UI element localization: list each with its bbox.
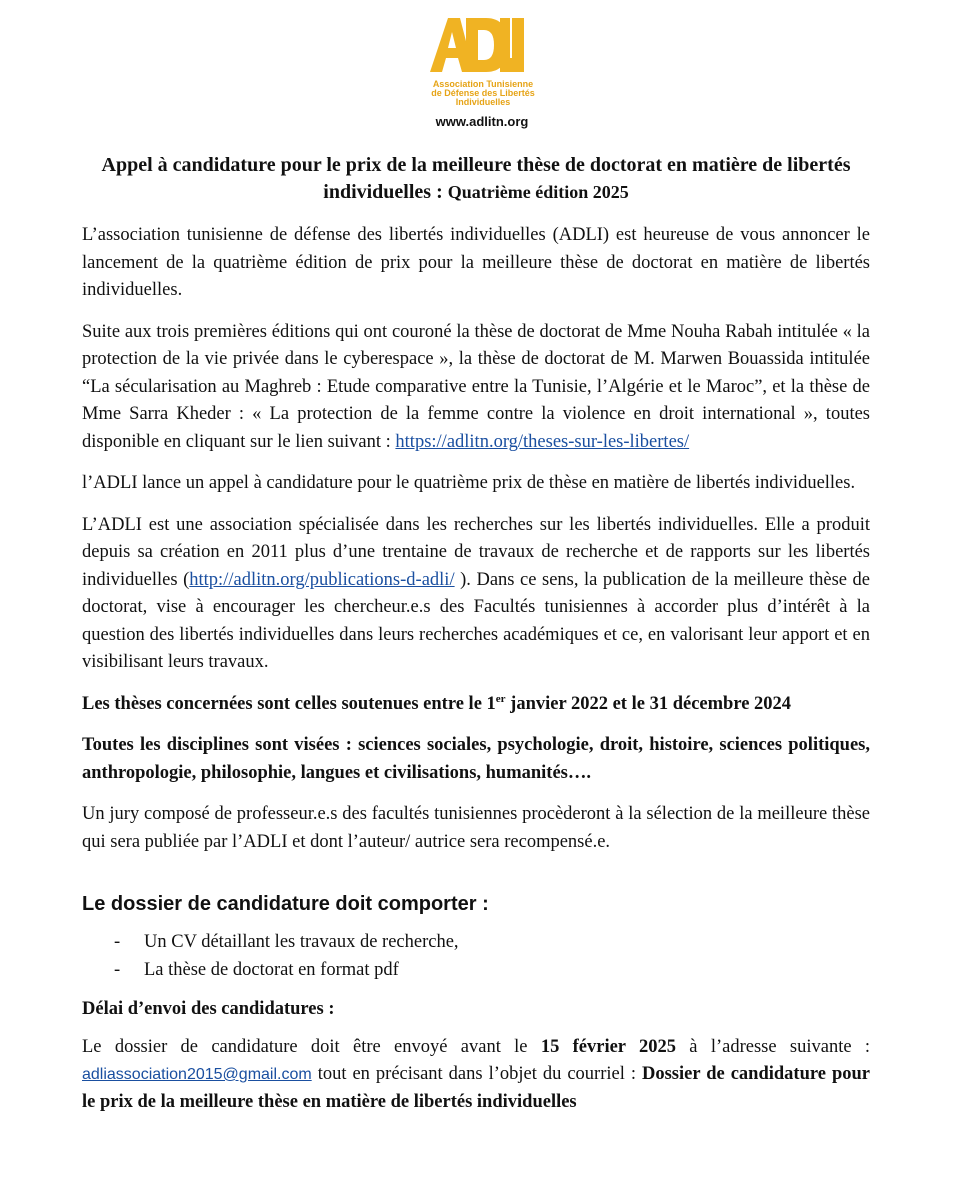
deadline-text-before: Le dossier de candidature doit être envoyé avant le [82, 1036, 541, 1057]
publications-link[interactable]: http://adlitn.org/publications-d-adli/ [189, 569, 455, 590]
title-main: Appel à candidature pour le prix de la meilleure thèse de doctorat en matière de libertés individuelles : [101, 154, 851, 203]
deadline-date: 15 février 2025 [540, 1036, 676, 1057]
intro-paragraph: L’association tunisienne de défense des libertés individuelles (ADLI) est heureuse de vous annoncer le lancement de la quatrième édition de prix pour la meilleure thèse de doctorat en matière de libertés individuelles. [82, 225, 870, 300]
previous-editions-paragraph [82, 319, 870, 457]
jury-paragraph: Un jury composé de professeur.e.s des facultés tunisiennes procèderont à la sélection de la meilleure thèse qui sera publiée par l’ADLI et dont l’auteur/ autrice sera recompensé.e. [82, 804, 870, 852]
title-edition: Quatrième édition 2025 [447, 182, 629, 202]
deadline-text-mid: à l’adresse suivante : [676, 1036, 870, 1057]
document-title [82, 152, 870, 206]
dates-text-before: Les thèses concernées sont celles soutenues entre le 1 [82, 693, 496, 714]
logo-website: www.adlitn.org [435, 114, 529, 129]
list-item: - La thèse de doctorat en format pdf [114, 960, 399, 980]
dates-text-after: janvier 2022 et le 31 décembre 2024 [505, 693, 792, 714]
about-text-after: ). Dans ce sens, la publication de la meilleure thèse de doctorat, vise à encourager les chercheur.e.s des Facultés tunisiennes à accorder plus d’intérêt à la question des libertés individuelles dans leurs recherches académiques et ce, en valorisant leur apport et en visibilisant leurs travaux. [82, 569, 871, 672]
dossier-item-cv: Un CV détaillant les travaux de recherche, [144, 932, 459, 952]
deadline-heading: Délai d’envoi des candidatures : [82, 999, 335, 1019]
theses-link[interactable]: https://adlitn.org/theses-sur-les-libertes/ [395, 431, 690, 452]
previous-editions-text: Suite aux trois premières éditions qui ont couroné la thèse de doctorat de Mme Nouha Rabah intitulée « la protection de la vie privée dans le cyberespace », la thèse de doctorat de M. Marwen Bouassida intitulée “La sécularisation au Maghreb : Etude comparative entre la Tunisie, l’Algérie et le Maroc”, et la thèse de Mme Sarra Kheder : « La protection de la femme contre la violence en droit international », toutes disponible en cliquant sur le lien suivant : [82, 321, 870, 452]
logo-subtitle: Association Tunisienne de Défense des Libertés Individuelles [431, 79, 535, 107]
adli-logo [420, 14, 540, 129]
dossier-heading: Le dossier de candidature doit comporter : [82, 893, 489, 915]
email-subject: Dossier de candidature pour le prix de la meilleure thèse en matière de libertés individuelles [82, 1064, 870, 1112]
deadline-text-after: tout en précisant dans l’objet du courriel : [311, 1064, 642, 1084]
about-text-before: L’ADLI est une association spécialisée dans les recherches sur les libertés individuelles. Elle a produit depuis sa création en 2011 plus d’une trentaine de travaux de recherche et de rapports sur les libertés individuelles ( [82, 514, 870, 590]
about-paragraph [82, 512, 870, 677]
email-link[interactable]: adliassociation2015@gmail.com [82, 1066, 312, 1083]
document-body [82, 152, 870, 1130]
dates-paragraph [82, 691, 870, 719]
disciplines-paragraph: Toutes les disciplines sont visées : sciences sociales, psychologie, droit, histoire, sciences politiques, anthropologie, philosophie, langues et civilisations, humanités…. [82, 735, 870, 783]
adli-logo-icon [430, 14, 530, 74]
dossier-item-thesis: La thèse de doctorat en format pdf [144, 960, 399, 980]
dates-superscript: er [495, 692, 506, 705]
deadline-paragraph [82, 1034, 870, 1117]
list-item: - Un CV détaillant les travaux de recherche, [114, 932, 459, 952]
dossier-list [82, 928, 870, 984]
call-paragraph: l’ADLI lance un appel à candidature pour le quatrième prix de thèse en matière de libertés individuelles. [82, 473, 856, 493]
